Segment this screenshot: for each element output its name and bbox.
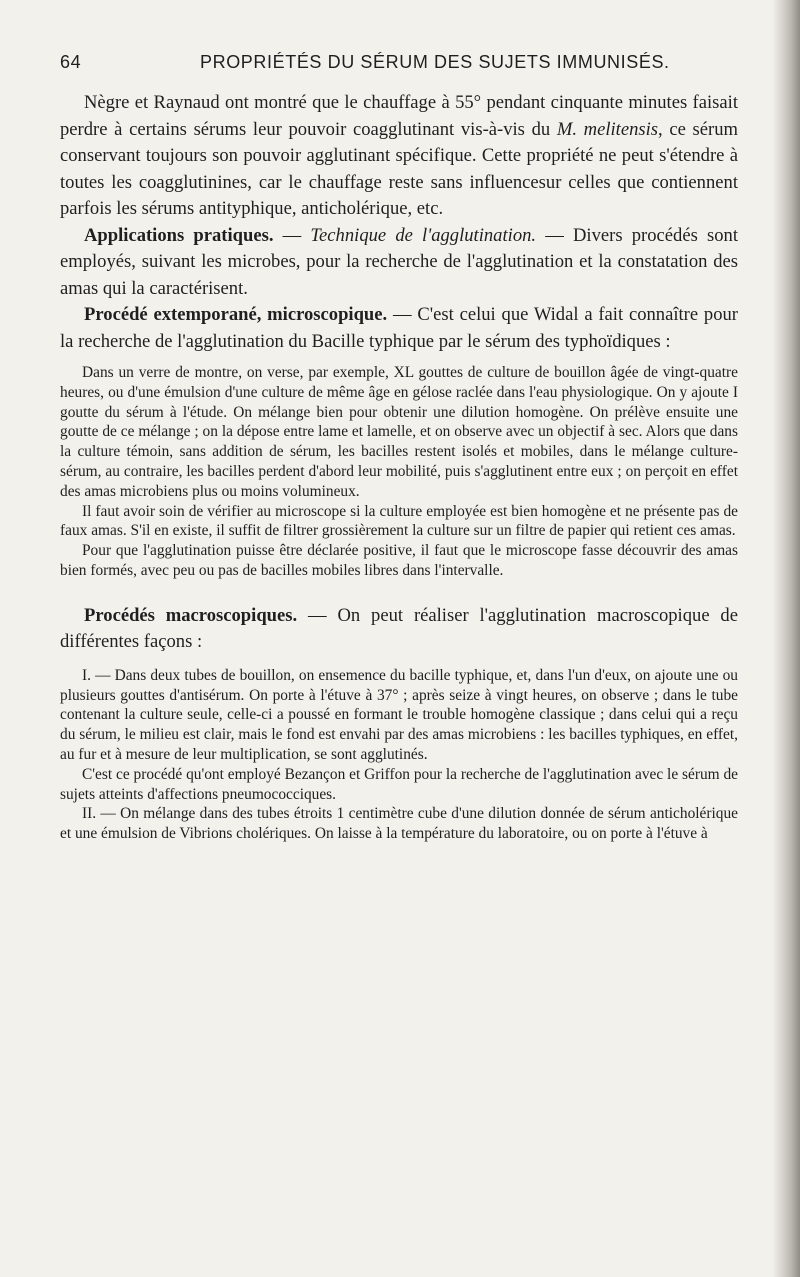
- paragraph-microscopic: [60, 302, 738, 355]
- page-edge-shadow: [772, 0, 800, 1277]
- method-one-paragraph: I. — Dans deux tubes de bouillon, on ensemence du bacille typhique, et, dans l'un d'eux, on ajoute une ou plusieurs gouttes d'antisérum. On porte à l'étuve à 37° ; après seize à vingt heures, on observe ; dans le tube contenant la culture seule, celle-ci a poussé en formant le trouble homogène classique ; dans celui qui a reçu du sérum, le milieu est clair, mais le fond est envahi par des amas microbiens : les bacilles typhiques, en effet, au fur et à mesure de leur multiplication, se sont agglutinés.: [60, 666, 738, 763]
- page-body: [60, 90, 738, 844]
- procedure-paragraph-1: Dans un verre de montre, on verse, par exemple, XL gouttes de culture de bouillon âgée de vingt-quatre heures, ou d'une émulsion d'une culture de même âge en gélose raclée dans l'eau physiologique. On y ajoute I goutte du sérum à l'étude. On mélange bien pour obtenir une dilution homogène. On prélève ensuite une goutte de ce mélange ; on la dépose entre lame et lamelle, et on observe avec un objectif à sec. Alors que dans la culture témoin, sans addition de sérum, les bacilles restent isolés et mobiles, dans le mélange culture-sérum, au contraire, les bacilles perdent d'abord leur mobilité, puis s'agglutinent entre eux ; on perçoit en effet des amas microbiens plus ou moins volumineux.: [60, 364, 738, 500]
- paragraph-text: — C'est celui que Widal a fait connaître pour la recherche de l'agglutination du Bacille typhique par le sérum des typhoïdiques :: [60, 304, 738, 352]
- paragraph-text: — Divers procédés sont employés, suivant les microbes, pour la recherche de l'agglutination et la constatation des amas qui la caractérisent.: [60, 224, 738, 299]
- method-two-paragraph: II. — On mélange dans des tubes étroits 1 centimètre cube d'une dilution donnée de sérum anticholérique et une émulsion de Vibrions cholériques. On laisse à la température du laboratoire, ou on porte à l'étuve à: [60, 805, 738, 843]
- paragraph-text: , ce sérum conservant toujours son pouvoir agglutinant spécifique. Cette propriété ne peut s'étendre à toutes les coagglutinines, car le chauffage reste sans influencesur celles que contiennent parfois les sérums antityphique, anticholérique, etc.: [60, 118, 738, 219]
- paragraph-coagglutinins: [60, 90, 738, 223]
- paragraph-text: — On peut réaliser l'agglutination macroscopique de différentes façons :: [60, 604, 738, 653]
- procedure-paragraph-2: Il faut avoir soin de vérifier au microscope si la culture employée est bien homogène et ne présente pas de faux amas. S'il en existe, il suffit de filtrer grossièrement la culture sur un filtre de papier qui retient ces amas.: [60, 502, 738, 540]
- paragraph-text: Nègre et Raynaud ont montré que le chauffage à 55° pendant cinquante minutes faisait perdre à certains sérums leur pouvoir coagglutinant vis-à-vis du: [60, 92, 738, 140]
- species-name: M. melitensis: [556, 118, 659, 140]
- subsection-heading: Technique de l'agglutination.: [310, 224, 537, 246]
- page-number: 64: [60, 52, 82, 72]
- paragraph-macroscopic: [60, 603, 738, 656]
- procedure-paragraph-3: Pour que l'agglutination puisse être déclarée positive, il faut que le microscope fasse découvrir des amas bien formés, avec peu ou pas de bacilles mobiles libres dans l'intervalle.: [60, 542, 738, 579]
- section-heading: Applications pratiques.: [84, 224, 274, 246]
- running-title: PROPRIÉTÉS DU SÉRUM DES SUJETS IMMUNISÉS.: [200, 52, 670, 72]
- dash: —: [273, 224, 311, 246]
- paragraph-applications: [60, 223, 738, 303]
- section-heading: Procédé extemporané, microscopique.: [84, 304, 388, 325]
- method-one-note: C'est ce procédé qu'ont employé Bezançon et Griffon pour la recherche de l'agglutination avec le sérum de sujets atteints d'affections pneumococciques.: [60, 765, 738, 803]
- page-header: [60, 52, 740, 82]
- section-heading: Procédés macroscopiques.: [84, 604, 298, 626]
